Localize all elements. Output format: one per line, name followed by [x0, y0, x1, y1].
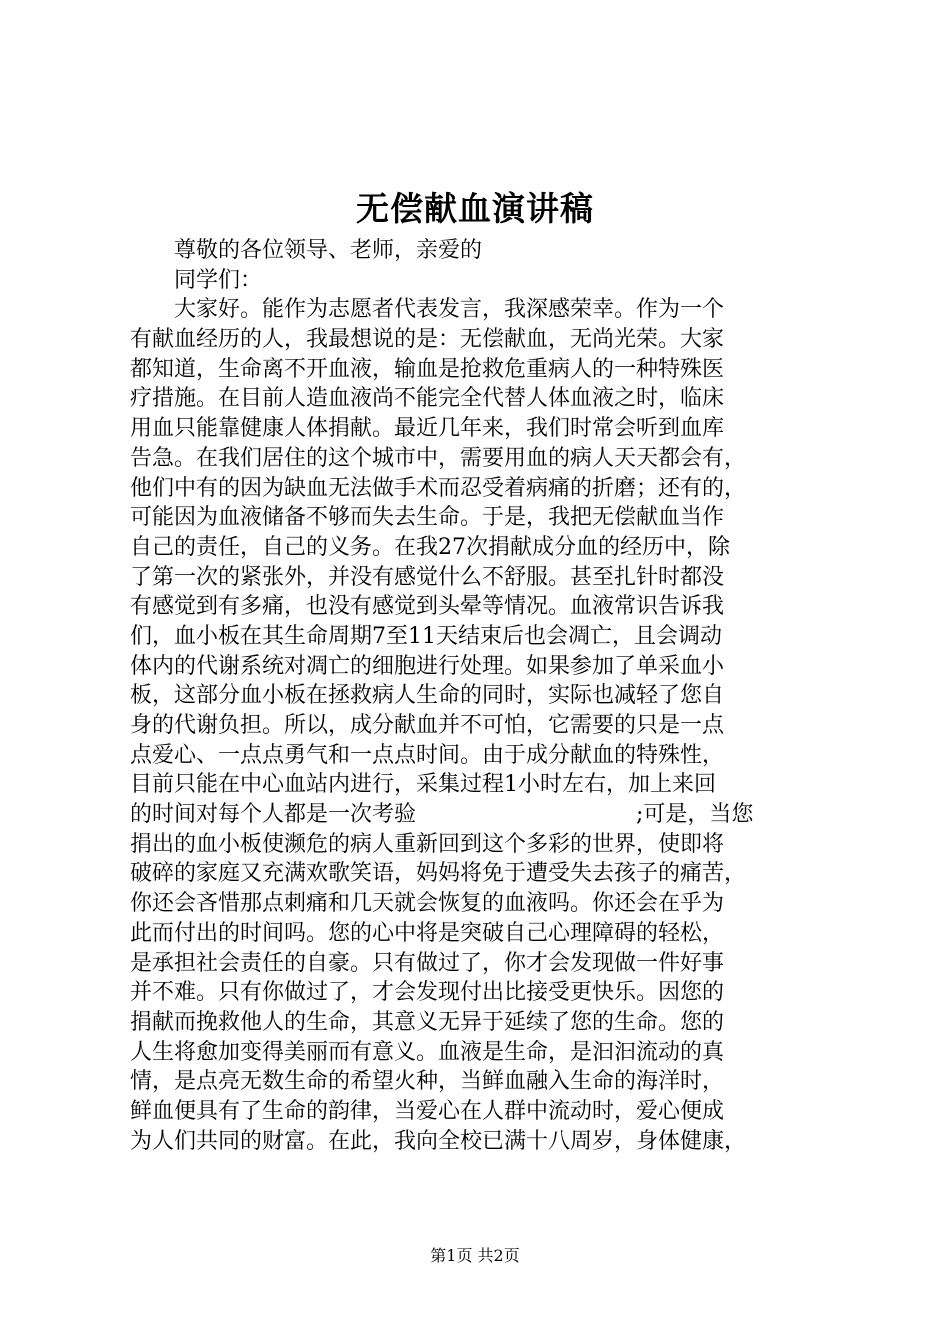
text-line: 此而付出的时间吗。您的心中将是突破自己心理障碍的轻松，	[130, 920, 725, 946]
text-line: 目前只能在中心血站内进行，采集过程1小时左右，加上来回	[130, 772, 716, 798]
text-line: 大家好。能作为志愿者代表发言，我深感荣幸。作为一个	[174, 297, 725, 323]
text-line: 用血只能靠健康人体捐献。最近几年来，我们时常会听到血库	[130, 416, 725, 442]
text-line: 自己的责任，自己的义务。在我27次捐献成分血的经历中，除	[130, 534, 730, 560]
text-line: 身的代谢负担。所以，成分献血并不可怕，它需要的只是一点	[130, 713, 725, 738]
text-line: 捐出的血小板使濒危的病人重新回到这个多彩的世界，使即将	[130, 831, 725, 857]
text-line: 体内的代谢系统对凋亡的细胞进行处理。如果参加了单采血小	[130, 653, 725, 679]
text-line: 你还会吝惜那点刺痛和几天就会恢复的血液吗。你还会在乎为	[130, 891, 725, 917]
document-body	[130, 236, 830, 1156]
text-line: 的时间对每个人都是一次考验 ;可是，当您	[130, 802, 754, 828]
text-line: 捐献而挽救他人的生命，其意义无异于延续了您的生命。您的	[130, 1009, 725, 1035]
text-line: 尊敬的各位领导、老师，亲爱的	[174, 238, 483, 263]
text-line: 疗措施。在目前人造血液尚不能完全代替人体血液之时，临床	[130, 386, 725, 412]
text-line: 破碎的家庭又充满欢歌笑语，妈妈将免于遭受失去孩子的痛苦，	[130, 861, 747, 887]
text-line: 了第一次的紧张外，并没有感觉什么不舒服。甚至扎针时都没	[130, 564, 725, 590]
text-line: 他们中有的因为缺血无法做手术而忍受着病痛的折磨；还有的，	[130, 475, 747, 501]
text-line: 并不难。只有你做过了，才会发现付出比接受更快乐。因您的	[130, 980, 725, 1006]
text-line: 告急。在我们居住的这个城市中，需要用血的病人天天都会有，	[130, 445, 747, 471]
text-line: 有献血经历的人，我最想说的是：无偿献血，无尚光荣。大家	[130, 327, 725, 353]
text-line: 都知道，生命离不开血液，输血是抢救危重病人的一种特殊医	[130, 356, 725, 382]
text-line: 板，这部分血小板在拯救病人生命的同时，实际也减轻了您自	[130, 683, 725, 709]
page-footer: 第1页 共2页	[430, 1246, 520, 1265]
text-line: 可能因为血液储备不够而失去生命。于是，我把无偿献血当作	[130, 505, 725, 531]
text-line: 情，是点亮无数生命的希望火种，当鲜血融入生命的海洋时，	[130, 1069, 725, 1095]
text-line: 是承担社会责任的自豪。只有做过了，你才会发现做一件好事	[130, 950, 725, 976]
document-title: 无偿献血演讲稿	[356, 189, 594, 228]
text-line: 鲜血便具有了生命的韵律，当爱心在人群中流动时，爱心便成	[130, 1098, 725, 1124]
text-line: 们，血小板在其生命周期7至11天结束后也会凋亡，且会调动	[130, 623, 722, 649]
text-line: 同学们：	[174, 267, 263, 293]
text-line: 为人们共同的财富。在此，我向全校已满十八周岁，身体健康，	[130, 1128, 747, 1154]
text-line: 有感觉到有多痛，也没有感觉到头晕等情况。血液常识告诉我	[130, 594, 725, 620]
text-line: 人生将愈加变得美丽而有意义。血液是生命，是汩汩流动的真	[130, 1039, 725, 1065]
text-line: 点爱心、一点点勇气和一点点时间。由于成分献血的特殊性，	[130, 742, 725, 768]
